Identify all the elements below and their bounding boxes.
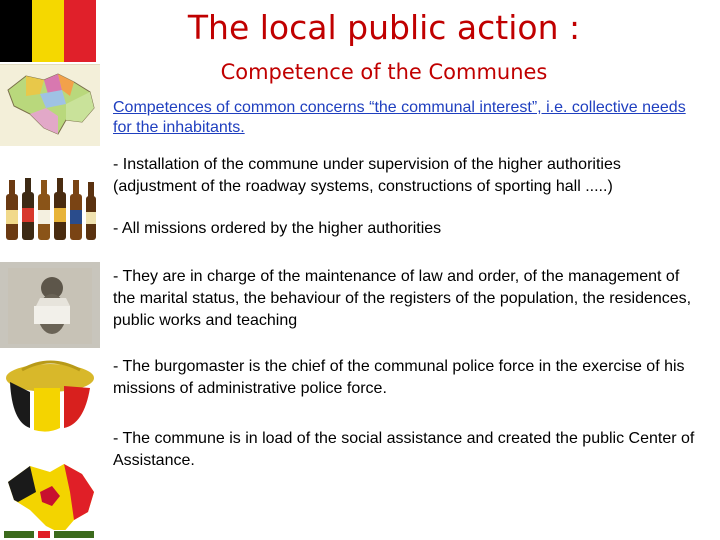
- comprendre-la-belgique-logo: [0, 452, 100, 540]
- belgian-hats-image: [0, 358, 100, 434]
- intro-text: Competences of common concerns “the communal interest”, i.e. collective needs for the inhabitants.: [113, 99, 686, 136]
- manneken-pis-image: [0, 262, 100, 348]
- bullet-installation: - Installation of the commune under supervision of the higher authorities (adjustment of the roadway systems, constructions of sporting hall .....): [113, 156, 621, 195]
- bullet-missions: - All missions ordered by the higher authorities: [113, 220, 442, 237]
- bullet-law-and-order: - They are in charge of the maintenance of law and order, of the management of the marital status, the behaviour of the registers of the population, the residences, public works and teaching: [113, 268, 692, 329]
- bullet-social-assistance: - The commune is in load of the social assistance and created the public Center of Assistance.: [113, 430, 695, 469]
- bullet-burgomaster: - The burgomaster is the chief of the communal police force in the exercise of his missions of administrative police force.: [113, 358, 685, 397]
- beer-bottles-image: [0, 172, 100, 246]
- belgium-map-image: [0, 64, 100, 146]
- page-subtitle: Competence of the Communes: [220, 60, 548, 84]
- page-title: The local public action :: [187, 8, 581, 47]
- belgian-flag: [0, 0, 96, 62]
